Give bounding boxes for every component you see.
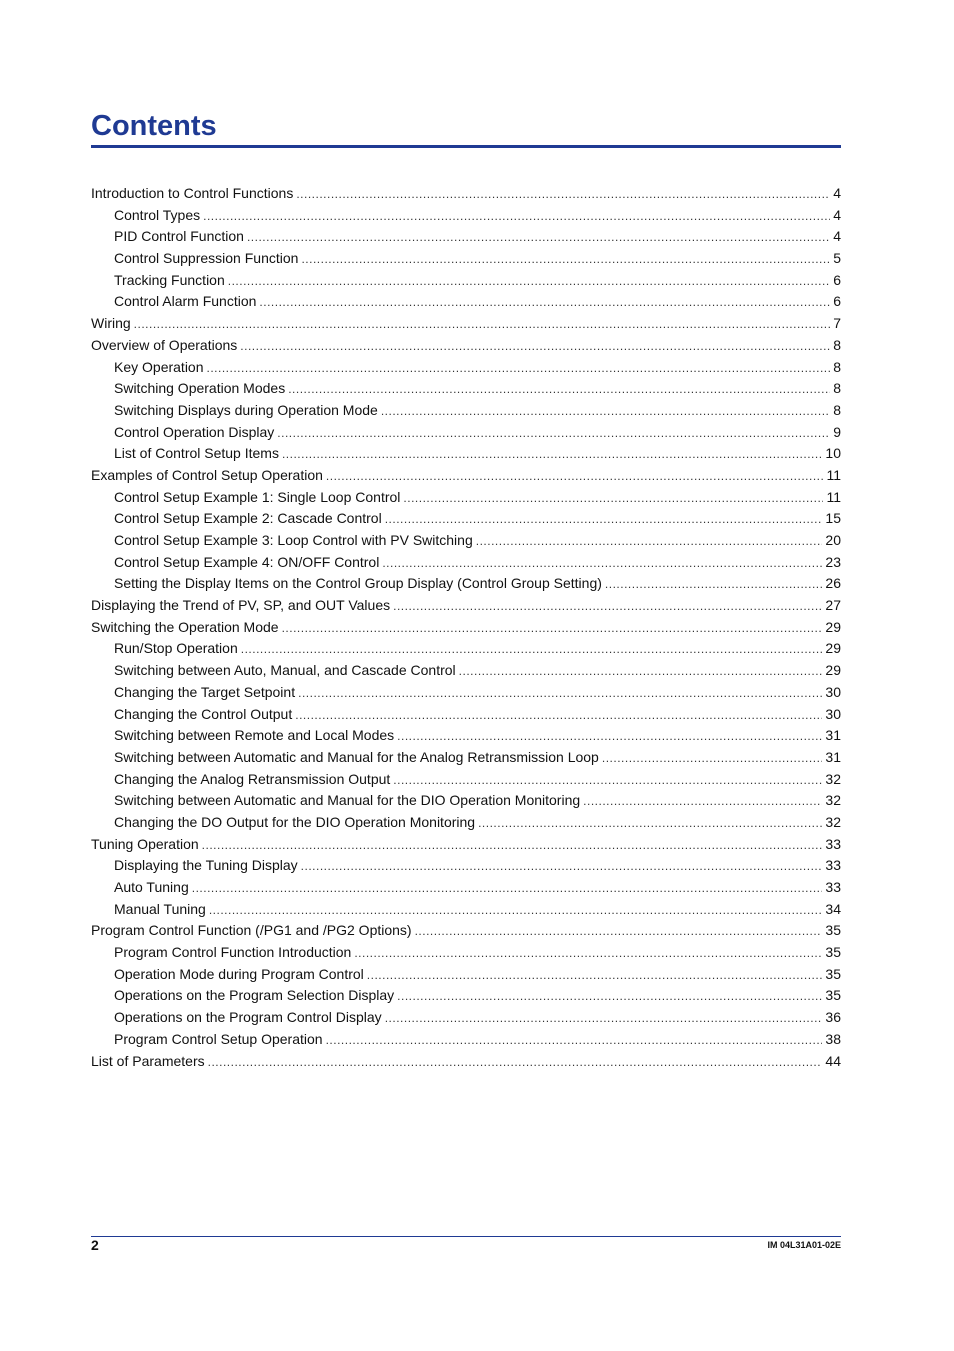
toc-entry-page: 33 [825,879,841,895]
toc-dot-leader [241,639,823,660]
toc-entry[interactable] [91,985,841,1007]
toc-entry-page: 32 [825,813,841,830]
toc-entry[interactable] [91,877,841,899]
toc-dot-leader [134,314,831,335]
toc-entry[interactable] [91,1007,841,1029]
toc-entry[interactable] [91,248,841,270]
toc-entry[interactable] [91,335,841,357]
toc-entry-label: Examples of Control Setup Operation [91,466,323,483]
toc-entry-label: Control Setup Example 1: Single Loop Control [114,488,401,505]
toc-dot-leader [602,748,823,769]
toc-entry-page: 29 [825,640,841,657]
document-id: IM 04L31A01-02E [767,1240,841,1250]
toc-entry-page: 36 [825,1009,841,1026]
toc-entry[interactable] [91,313,841,335]
toc-entry[interactable] [91,291,841,313]
toc-entry-label: Switching Operation Modes [114,380,286,397]
toc-entry-label: List of Control Setup Items [114,445,279,462]
toc-entry[interactable] [91,855,841,877]
toc-entry[interactable] [91,530,841,552]
toc-entry[interactable] [91,769,841,791]
toc-entry[interactable] [91,942,841,964]
toc-entry-page: 7 [833,315,841,332]
toc-dot-leader [282,618,823,639]
toc-entry[interactable] [91,899,841,921]
toc-entry-page: 8 [833,358,841,375]
toc-entry-label: Switching between Automatic and Manual for the DIO Operation Monitoring [114,792,581,809]
toc-entry[interactable] [91,964,841,986]
toc-entry[interactable] [91,834,841,856]
toc-entry-label: Auto Tuning [114,879,189,895]
toc-entry-page: 26 [825,575,841,592]
toc-entry-page: 34 [825,900,841,917]
toc-entry-label: Tracking Function [114,271,225,288]
toc-entry-label: Program Control Function (/PG1 and /PG2 Options) [91,922,412,939]
toc-entry-page: 29 [825,618,841,635]
toc-entry[interactable] [91,400,841,422]
toc-entry-page: 33 [825,857,841,874]
toc-entry-label: Program Control Setup Operation [114,1030,323,1047]
toc-entry-label: Run/Stop Operation [114,640,238,657]
toc-entry-label: Changing the Control Output [114,705,293,722]
toc-entry[interactable] [91,226,841,248]
toc-entry-label: Setting the Display Items on the Control Group Display (Control Group Setting) [114,575,602,592]
toc-entry[interactable] [91,747,841,769]
toc-dot-leader [382,553,822,574]
toc-dot-leader [228,271,830,292]
toc-dot-leader [476,531,823,552]
toc-entry[interactable] [91,704,841,726]
toc-dot-leader [459,661,823,682]
toc-dot-leader [240,336,830,357]
toc-dot-leader [397,986,822,1007]
toc-entry[interactable] [91,1051,841,1073]
toc-entry[interactable] [91,725,841,747]
toc-dot-leader [247,227,830,248]
toc-entry-label: Overview of Operations [91,336,238,353]
toc-entry-label: Operations on the Program Selection Display [114,987,395,1004]
toc-dot-leader [301,249,830,270]
toc-entry-page: 31 [825,748,841,765]
toc-entry-page: 30 [825,705,841,722]
toc-entry-page: 10 [825,445,841,462]
toc-entry[interactable] [91,422,841,444]
toc-entry[interactable] [91,443,841,465]
toc-entry-label: Changing the Target Setpoint [114,683,296,700]
toc-entry-page: 33 [825,835,841,852]
toc-entry-page: 35 [825,944,841,961]
page-number: 2 [91,1237,99,1253]
toc-entry-page: 8 [833,401,841,418]
toc-entry-page: 30 [825,683,841,700]
toc-dot-leader [288,379,830,400]
toc-entry-label: Displaying the Tuning Display [114,857,298,874]
toc-entry-label: Switching between Auto, Manual, and Cascade Control [114,662,456,679]
toc-entry-page: 15 [825,510,841,527]
toc-dot-leader [203,206,830,227]
toc-dot-leader [415,921,823,942]
toc-entry[interactable] [91,1029,841,1051]
toc-entry-page: 44 [825,1052,841,1069]
toc-entry-page: 11 [826,466,841,483]
toc-entry-page: 5 [833,250,841,267]
toc-entry[interactable] [91,638,841,660]
toc-entry-label: Operation Mode during Program Control [114,965,364,982]
toc-entry[interactable] [91,508,841,530]
toc-entry-page: 6 [833,293,841,310]
toc-entry-page: 9 [833,423,841,440]
toc-entry[interactable] [91,357,841,379]
toc-entry-label: Program Control Function Introduction [114,944,352,961]
toc-dot-leader [326,466,824,487]
footer-divider [91,1236,841,1237]
toc-dot-leader [367,965,823,986]
toc-entry-label: Tuning Operation [91,835,199,852]
toc-dot-leader [296,184,830,205]
toc-entry-label: Changing the DO Output for the DIO Operation Monitoring [114,813,476,830]
toc-dot-leader [381,401,830,422]
toc-entry-label: Control Alarm Function [114,293,257,310]
toc-dot-leader [298,683,822,704]
toc-dot-leader [478,813,822,834]
toc-entry[interactable] [91,465,841,487]
toc-entry[interactable] [91,660,841,682]
toc-dot-leader [259,292,830,313]
toc-dot-leader [202,835,823,856]
toc-entry-page: 32 [825,770,841,787]
toc-entry-page: 38 [825,1030,841,1047]
toc-entry-page: 29 [825,662,841,679]
toc-entry-label: Manual Tuning [114,900,206,917]
toc-entry-label: Introduction to Control Functions [91,185,294,201]
toc-entry-label: Changing the Analog Retransmission Output [114,770,391,787]
toc-entry-label: Control Suppression Function [114,250,299,267]
toc-entry-page: 11 [826,488,841,505]
toc-dot-leader [277,423,830,444]
toc-dot-leader [393,770,822,791]
toc-dot-leader [209,900,823,921]
toc-dot-leader [385,509,823,530]
toc-dot-leader [403,488,823,509]
toc-dot-leader [583,791,822,812]
toc-entry[interactable] [91,573,841,595]
toc-entry-page: 20 [825,532,841,548]
toc-entry[interactable] [91,183,841,205]
toc-entry[interactable] [91,205,841,227]
toc-entry-page: 8 [833,336,841,353]
toc-entry-label: Operations on the Program Control Display [114,1009,382,1026]
toc-dot-leader [208,1052,823,1073]
toc-entry-label: Switching Displays during Operation Mode [114,401,378,418]
toc-entry[interactable] [91,487,841,509]
toc-entry[interactable] [91,617,841,639]
toc-entry-page: 35 [825,965,841,982]
toc-entry-label: Key Operation [114,358,204,375]
toc-entry-label: Displaying the Trend of PV, SP, and OUT Values [91,597,391,614]
title-divider [91,145,841,148]
page-title: Contents [91,110,217,142]
toc-entry[interactable] [91,920,841,942]
toc-dot-leader [301,856,823,877]
toc-entry-label: Control Operation Display [114,423,275,440]
toc-entry[interactable] [91,812,841,834]
toc-dot-leader [393,596,822,617]
toc-entry-page: 32 [825,792,841,809]
toc-entry-label: Switching between Automatic and Manual for the Analog Retransmission Loop [114,748,599,765]
toc-entry-page: 27 [825,597,841,614]
toc-entry-page: 35 [825,987,841,1004]
toc-entry-page: 35 [825,922,841,939]
toc-dot-leader [354,943,822,964]
toc-entry-page: 8 [833,380,841,397]
toc-entry-label: Control Setup Example 4: ON/OFF Control [114,553,380,570]
toc-entry-label: Control Types [114,206,201,223]
toc-dot-leader [605,574,823,595]
toc-dot-leader [207,358,831,379]
toc-entry-label: PID Control Function [114,228,244,245]
toc-entry-page: 23 [825,553,841,570]
toc-entry[interactable] [91,595,841,617]
toc-entry[interactable] [91,378,841,400]
table-of-contents [91,183,841,1072]
toc-entry-page: 4 [833,206,841,223]
toc-entry-label: Wiring [91,315,131,332]
toc-entry-page: 4 [833,185,841,201]
toc-dot-leader [192,878,823,899]
toc-dot-leader [295,705,822,726]
toc-entry-page: 31 [825,727,841,744]
toc-dot-leader [397,726,822,747]
toc-entry[interactable] [91,270,841,292]
toc-entry-label: List of Parameters [91,1052,205,1069]
toc-entry[interactable] [91,790,841,812]
toc-entry-label: Switching the Operation Mode [91,618,279,635]
toc-dot-leader [385,1008,823,1029]
toc-entry-page: 4 [833,228,841,245]
toc-entry-page: 6 [833,271,841,288]
toc-entry-label: Switching between Remote and Local Modes [114,727,395,744]
toc-entry[interactable] [91,682,841,704]
toc-entry[interactable] [91,552,841,574]
toc-dot-leader [282,444,822,465]
toc-dot-leader [326,1030,823,1051]
toc-entry-label: Control Setup Example 3: Loop Control with PV Switching [114,532,473,548]
toc-entry-label: Control Setup Example 2: Cascade Control [114,510,382,527]
